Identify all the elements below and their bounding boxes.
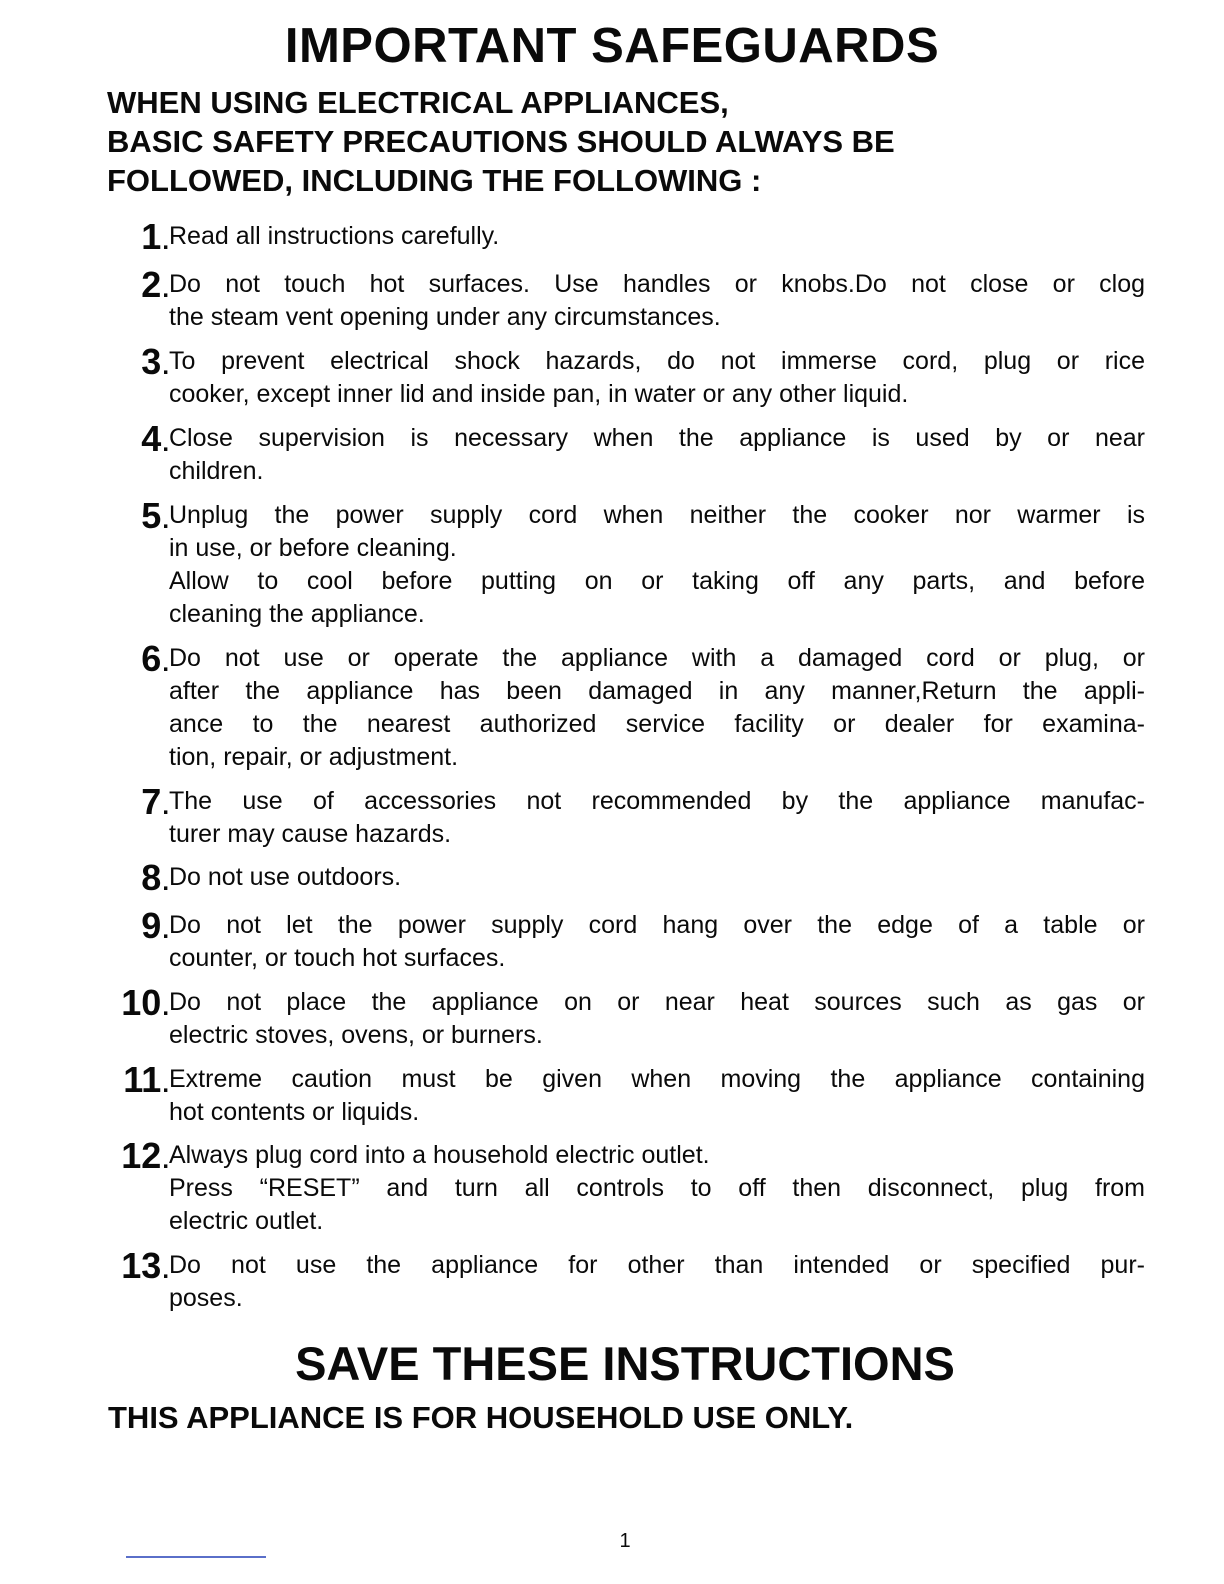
item-line: Always plug cord into a household electric outlet. [169,1141,710,1169]
safeguard-item-7 [103,781,1145,851]
item-line: tion, repair, or adjustment. [169,743,459,771]
item-line: Do not use or operate the appliance with a damaged cord or plug, or [169,644,1145,672]
item-line: To prevent electrical shock hazards, do not immerse cord, plug or rice [169,347,1145,375]
item-line: children. [169,457,264,485]
item-line: poses. [169,1284,243,1312]
page-title: IMPORTANT SAFEGUARDS [284,19,940,73]
item-number: 7. [141,781,169,822]
item-text [169,220,1145,253]
item-text [169,422,1145,488]
item-line: Do not touch hot surfaces. Use handles or knobs.Do not close or clog [169,270,1145,298]
safeguard-item-5 [103,495,1145,631]
safeguard-item-8 [103,857,1145,898]
item-number: 1. [141,216,169,257]
item-text [169,1249,1145,1315]
intro-line: FOLLOWED, INCLUDING THE FOLLOWING : [107,163,762,198]
item-number: 12. [121,1135,169,1176]
item-number: 11. [123,1059,169,1100]
item-line: Close supervision is necessary when the appliance is used by or near [169,424,1145,452]
intro-line: WHEN USING ELECTRICAL APPLIANCES, [107,85,729,120]
safeguard-item-12 [103,1135,1145,1238]
item-line: the steam vent opening under any circumstances. [169,303,721,331]
item-text [169,268,1145,334]
item-line: Do not use outdoors. [169,863,402,891]
item-line: Do not place the appliance on or near heat sources such as gas or [169,988,1145,1016]
item-line: ance to the nearest authorized service facility or dealer for examina- [169,710,1145,738]
intro-line: BASIC SAFETY PRECAUTIONS SHOULD ALWAYS BE [107,124,895,159]
save-instructions-heading: SAVE THESE INSTRUCTIONS [295,1337,955,1390]
item-line: counter, or touch hot surfaces. [169,944,506,972]
page-number: 1 [619,1530,631,1552]
item-line: cleaning the appliance. [169,600,425,628]
item-line: in use, or before cleaning. [169,534,457,562]
item-line: Allow to cool before putting on or taking off any parts, and before [169,567,1145,595]
safeguard-item-10 [103,982,1145,1052]
item-number: 9. [141,905,169,946]
item-text [169,861,1145,894]
item-text [169,1063,1145,1129]
item-line: Extreme caution must be given when moving the appliance containing [169,1065,1145,1093]
footer-rule [126,1556,266,1558]
item-line: Do not use the appliance for other than intended or specified pur- [169,1251,1145,1279]
item-number: 2. [141,264,169,305]
item-line: cooker, except inner lid and inside pan, in water or any other liquid. [169,380,909,408]
household-use-note: THIS APPLIANCE IS FOR HOUSEHOLD USE ONLY. [108,1400,854,1435]
item-number: 4. [141,418,169,459]
safeguard-item-6 [103,638,1145,774]
item-number: 5. [141,495,169,536]
safeguard-item-9 [103,905,1145,975]
item-line: Read all instructions carefully. [169,222,500,250]
item-text [169,986,1145,1052]
safeguard-item-2 [103,264,1145,334]
item-text [169,642,1145,774]
item-line: electric stoves, ovens, or burners. [169,1021,543,1049]
item-number: 13. [121,1245,169,1286]
item-line: electric outlet. [169,1207,324,1235]
item-line: Do not let the power supply cord hang over the edge of a table or [169,911,1145,939]
item-text [169,909,1145,975]
safeguard-item-3 [103,341,1145,411]
item-number: 10. [121,982,169,1023]
item-text [169,345,1145,411]
item-line: after the appliance has been damaged in any manner,Return the appli- [169,677,1145,705]
item-text [169,1139,1145,1238]
item-line: The use of accessories not recommended by the appliance manufac- [169,787,1145,815]
item-text [169,499,1145,631]
safeguard-item-13 [103,1245,1145,1315]
item-line: Press “RESET” and turn all controls to off then disconnect, plug from [169,1174,1145,1202]
item-number: 6. [141,638,169,679]
item-line: Unplug the power supply cord when neither the cooker nor warmer is [169,501,1145,529]
safeguard-item-1 [103,216,1145,257]
item-text [169,785,1145,851]
safeguard-item-11 [103,1059,1145,1129]
item-line: turer may cause hazards. [169,820,452,848]
item-number: 8. [141,857,169,898]
item-number: 3. [141,341,169,382]
item-line: hot contents or liquids. [169,1098,420,1126]
intro-heading [107,83,1147,200]
safeguard-item-4 [103,418,1145,488]
